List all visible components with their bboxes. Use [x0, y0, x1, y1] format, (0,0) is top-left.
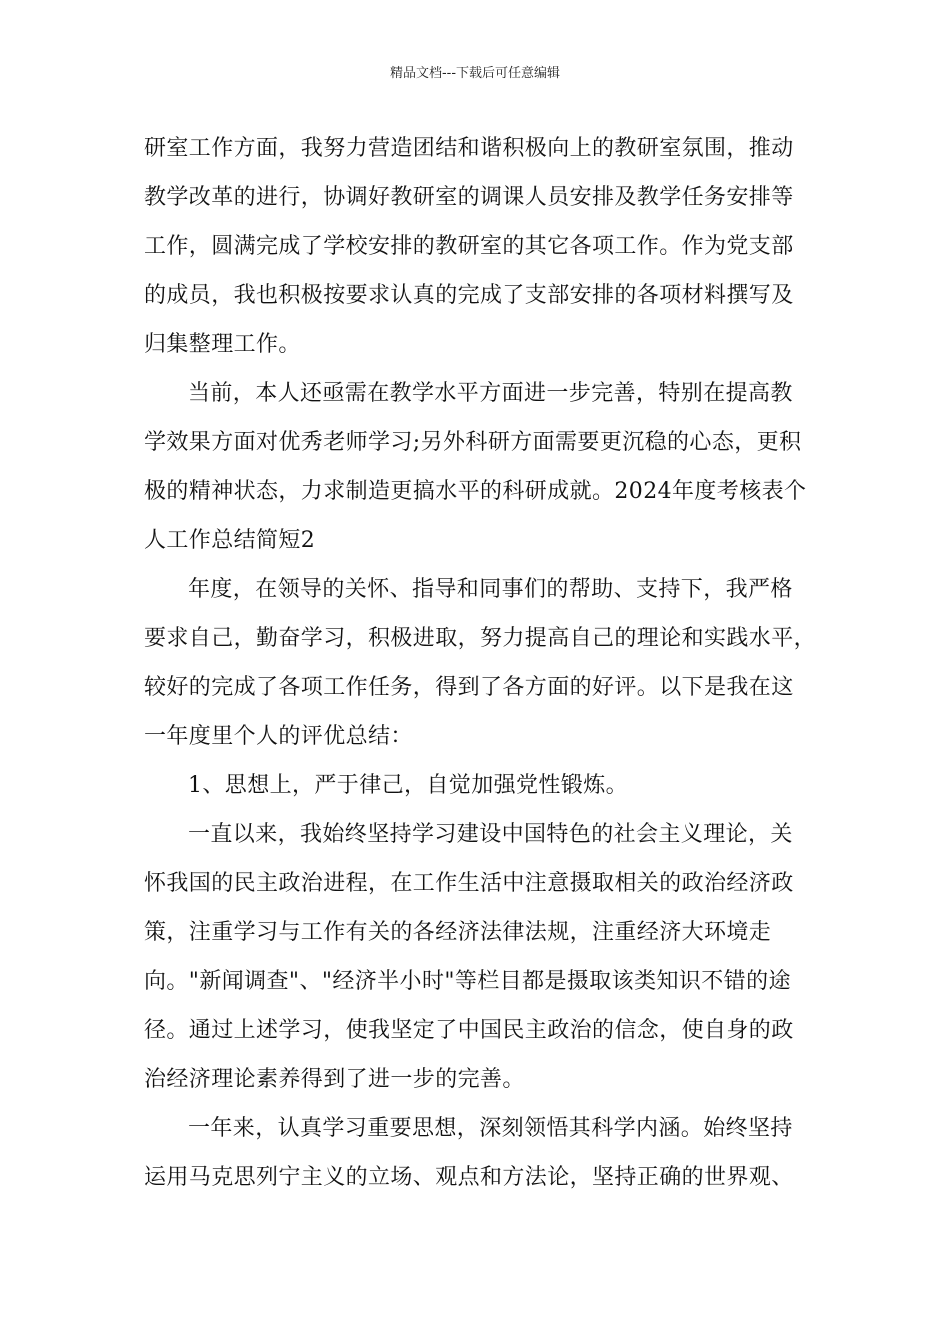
text-line: 径。通过上述学习，使我坚定了中国民主政治的信念，使自身的政	[144, 1018, 794, 1043]
paragraph	[144, 124, 820, 369]
text-line: 一直以来，我始终坚持学习建设中国特色的社会主义理论，关	[188, 822, 793, 847]
paragraph	[144, 1104, 820, 1202]
text-line: 策，注重学习与工作有关的各经济法律法规，注重经济大环境走	[144, 920, 772, 945]
text-line: 运用马克思列宁主义的立场、观点和方法论，坚持正确的世界观、	[144, 1165, 794, 1190]
text-line: 较好的完成了各项工作任务，得到了各方面的好评。以下是我在这	[144, 675, 794, 700]
document-body	[144, 124, 820, 1202]
paragraph	[144, 565, 820, 761]
text-line: 教学改革的进行，协调好教研室的调课人员安排及教学任务安排等	[144, 185, 794, 210]
text-line: 当前，本人还亟需在教学水平方面进一步完善，特别在提高教	[188, 381, 793, 406]
text-line: 年度，在领导的关怀、指导和同事们的帮助、支持下，我严格	[188, 577, 793, 602]
text-line: 1、思想上，严于律己，自觉加强党性锻炼。	[188, 773, 628, 798]
text-line: 怀我国的民主政治进程，在工作生活中注意摄取相关的政治经济政	[144, 871, 794, 896]
text-line: 工作，圆满完成了学校安排的教研室的其它各项工作。作为党支部	[144, 234, 794, 259]
text-line: 一年度里个人的评优总结：	[144, 724, 413, 749]
text-line: 要求自己，勤奋学习，积极进取，努力提高自己的理论和实践水平，	[144, 626, 817, 651]
paragraph	[144, 761, 820, 810]
text-line: 一年来，认真学习重要思想，深刻领悟其科学内涵。始终坚持	[188, 1116, 793, 1141]
text-line: 极的精神状态，力求制造更搞水平的科研成就。2024年度考核表个	[144, 479, 807, 504]
paragraph	[144, 369, 820, 565]
text-line: 研室工作方面，我努力营造团结和谐积极向上的教研室氛围，推动	[144, 136, 794, 161]
paragraph	[144, 810, 820, 1104]
text-line: 学效果方面对优秀老师学习;另外科研方面需要更沉稳的心态，更积	[144, 430, 802, 455]
text-line: 的成员，我也积极按要求认真的完成了支部安排的各项材料撰写及	[144, 283, 794, 308]
text-line: 人工作总结简短2	[144, 528, 316, 553]
text-line: 治经济理论素养得到了进一步的完善。	[144, 1067, 525, 1092]
text-line: 归集整理工作。	[144, 332, 301, 357]
page-header: 精品文档---下载后可任意编辑	[389, 66, 561, 81]
text-line: 向。"新闻调查"、"经济半小时"等栏目都是摄取该类知识不错的途	[144, 969, 791, 994]
